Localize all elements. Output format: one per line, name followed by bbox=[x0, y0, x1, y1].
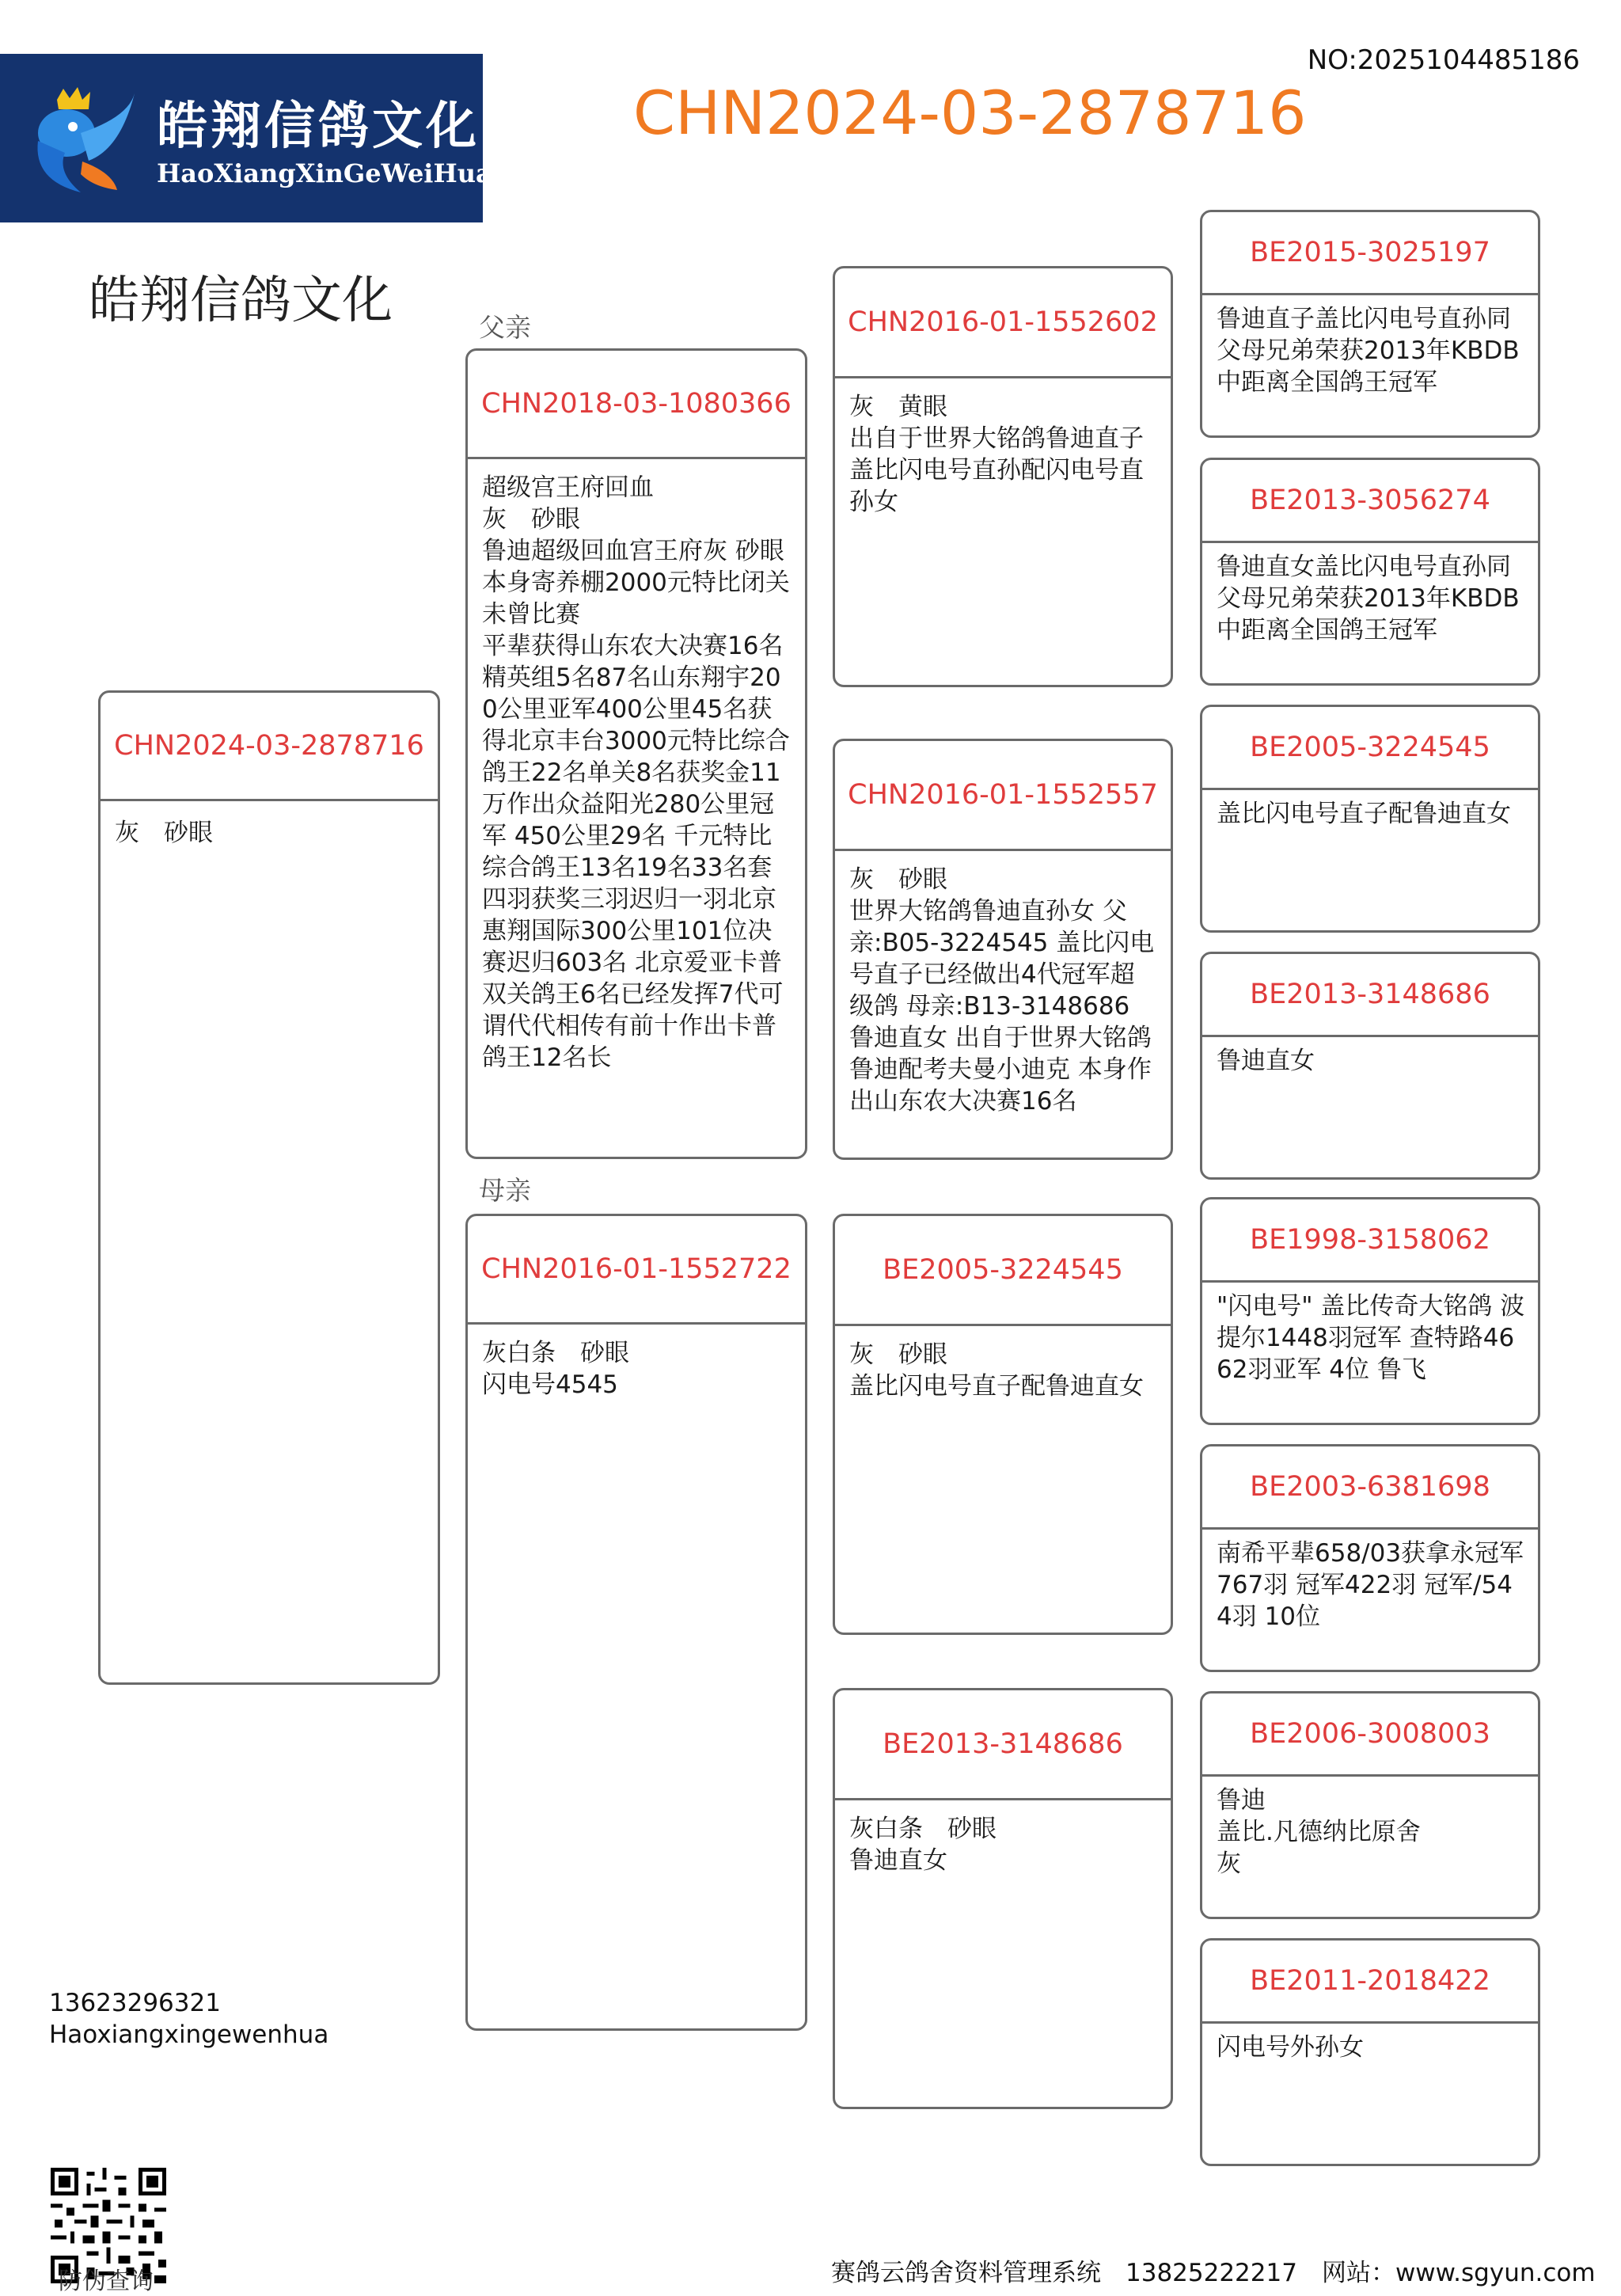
card-header bbox=[1202, 707, 1538, 790]
card-description: 闪电号外孙女 bbox=[1217, 2033, 1364, 2062]
contact-phone: 13623296321 bbox=[49, 1989, 221, 2017]
card-header bbox=[1202, 1199, 1538, 1283]
card-description: 灰白条 砂眼 鲁迪直女 bbox=[849, 1815, 997, 1875]
ring-number: BE2011-2018422 bbox=[1250, 1965, 1490, 1997]
document-number: NO:2025104485186 bbox=[1307, 44, 1580, 76]
card-description: 鲁迪直女盖比闪电号直孙同父母兄弟荣获2013年KBDB中距离全国鸽王冠军 bbox=[1217, 553, 1520, 644]
father-label: 父亲 bbox=[479, 312, 531, 343]
ring-number: BE2013-3148686 bbox=[883, 1728, 1123, 1760]
pedigree-title: CHN2024-03-2878716 bbox=[633, 78, 1307, 148]
grandparent-card bbox=[833, 1214, 1173, 1635]
ring-number: BE2005-3224545 bbox=[1250, 732, 1490, 763]
ring-number: BE2003-6381698 bbox=[1250, 1471, 1490, 1503]
card-description: 灰 黄眼 出自于世界大铭鸽鲁迪直子盖比闪电号直孙配闪电号直孙女 bbox=[849, 393, 1144, 516]
card-description: 灰白条 砂眼 闪电号4545 bbox=[482, 1339, 629, 1399]
card-header bbox=[468, 1216, 805, 1325]
card-header bbox=[835, 741, 1171, 851]
ring-number: CHN2016-01-1552557 bbox=[848, 779, 1158, 811]
card-description: 灰 砂眼 世界大铭鸽鲁迪直孙女 父亲:B05-3224545 盖比闪电号直子已经做出4代冠军超级鸽 母亲:B13-3148686 鲁迪直女 出自于世界大铭鸽鲁迪配考夫曼小迪克 本身作出山东农大决赛16名 bbox=[849, 865, 1155, 1116]
great-grandparent-card bbox=[1200, 1197, 1540, 1425]
card-header bbox=[1202, 460, 1538, 543]
card-header bbox=[835, 1216, 1171, 1326]
card-header bbox=[1202, 954, 1538, 1037]
card-description: 灰 砂眼 盖比闪电号直子配鲁迪直女 bbox=[849, 1340, 1144, 1401]
footer-info: 赛鸽云鸽舍资料管理系统 13825222217 网站：www.sgyun.com bbox=[831, 2259, 1596, 2287]
card-header bbox=[468, 351, 805, 459]
card-description: 鲁迪 盖比.凡德纳比原舍 灰 bbox=[1217, 1786, 1421, 1878]
card-header bbox=[835, 268, 1171, 378]
father-card bbox=[465, 348, 807, 1159]
card-header bbox=[1202, 1941, 1538, 2024]
great-grandparent-card bbox=[1200, 1444, 1540, 1672]
logo-banner bbox=[0, 54, 492, 222]
ring-number: CHN2024-03-2878716 bbox=[114, 730, 424, 762]
card-header bbox=[1202, 212, 1538, 295]
card-header bbox=[1202, 1693, 1538, 1777]
ring-number: BE1998-3158062 bbox=[1250, 1224, 1490, 1256]
great-grandparent-card bbox=[1200, 1938, 1540, 2166]
mother-card bbox=[465, 1214, 807, 2031]
mother-label: 母亲 bbox=[479, 1175, 531, 1206]
ring-number: BE2006-3008003 bbox=[1250, 1718, 1490, 1750]
card-description: 盖比闪电号直子配鲁迪直女 bbox=[1217, 800, 1511, 828]
great-grandparent-card bbox=[1200, 952, 1540, 1180]
card-header bbox=[835, 1690, 1171, 1800]
ring-number: CHN2016-01-1552602 bbox=[848, 306, 1158, 338]
grandparent-card bbox=[833, 1688, 1173, 2109]
card-header bbox=[101, 693, 438, 801]
subject-card bbox=[98, 690, 440, 1685]
card-description: 鲁迪直女 bbox=[1217, 1047, 1315, 1075]
card-description: 南希平辈658/03获拿永冠军767羽 冠军422羽 冠军/544羽 10位 bbox=[1217, 1539, 1524, 1631]
logo-en-text: HaoXiangXinGeWeiHua bbox=[157, 158, 492, 188]
ring-number: BE2013-3148686 bbox=[1250, 979, 1490, 1010]
ring-number: BE2013-3056274 bbox=[1250, 485, 1490, 516]
ring-number: BE2005-3224545 bbox=[883, 1254, 1123, 1286]
card-header bbox=[1202, 1446, 1538, 1530]
great-grandparent-card bbox=[1200, 1691, 1540, 1919]
anti-counterfeit-label: 防伪查询 bbox=[59, 2267, 154, 2295]
bird-logo-icon bbox=[17, 86, 136, 196]
great-grandparent-card bbox=[1200, 705, 1540, 933]
ring-number: BE2015-3025197 bbox=[1250, 237, 1490, 268]
card-description: 超级宫王府回血 灰 砂眼 鲁迪超级回血宫王府灰 砂眼 本身寄养棚2000元特比闭关未曾比赛 平辈获得山东农大决赛16名精英组5名87名山东翔宇200公里亚军400公里45名获得北京丰台3000元特比综合鸽王22名单关8名获奖金11万作出众益阳光280公里冠军 450公里29名 千元特比综合鸽王13名19名33名套四羽获奖三羽迟归一羽北京惠翔国际300公里101位决赛迟归603名 北京爱亚卡普 双关鸽王6名已经发挥7代可谓代代相传有前十作出卡普鸽王12名长 bbox=[482, 473, 790, 1072]
card-description: 灰 砂眼 bbox=[115, 819, 213, 847]
loft-name: 皓翔信鸽文化 bbox=[89, 272, 393, 330]
logo-cn-text: 皓翔信鸽文化 bbox=[157, 97, 480, 156]
contact-name: Haoxiangxingewenhua bbox=[49, 2020, 329, 2049]
ring-number: CHN2016-01-1552722 bbox=[481, 1253, 792, 1285]
card-description: "闪电号" 盖比传奇大铭鸽 波提尔1448羽冠军 查特路4662羽亚军 4位 鲁飞 bbox=[1217, 1292, 1525, 1384]
great-grandparent-card bbox=[1200, 458, 1540, 686]
grandparent-card bbox=[833, 739, 1173, 1160]
great-grandparent-card bbox=[1200, 210, 1540, 438]
card-description: 鲁迪直子盖比闪电号直孙同父母兄弟荣获2013年KBDB中距离全国鸽王冠军 bbox=[1217, 305, 1520, 397]
ring-number: CHN2018-03-1080366 bbox=[481, 388, 792, 420]
grandparent-card bbox=[833, 266, 1173, 687]
